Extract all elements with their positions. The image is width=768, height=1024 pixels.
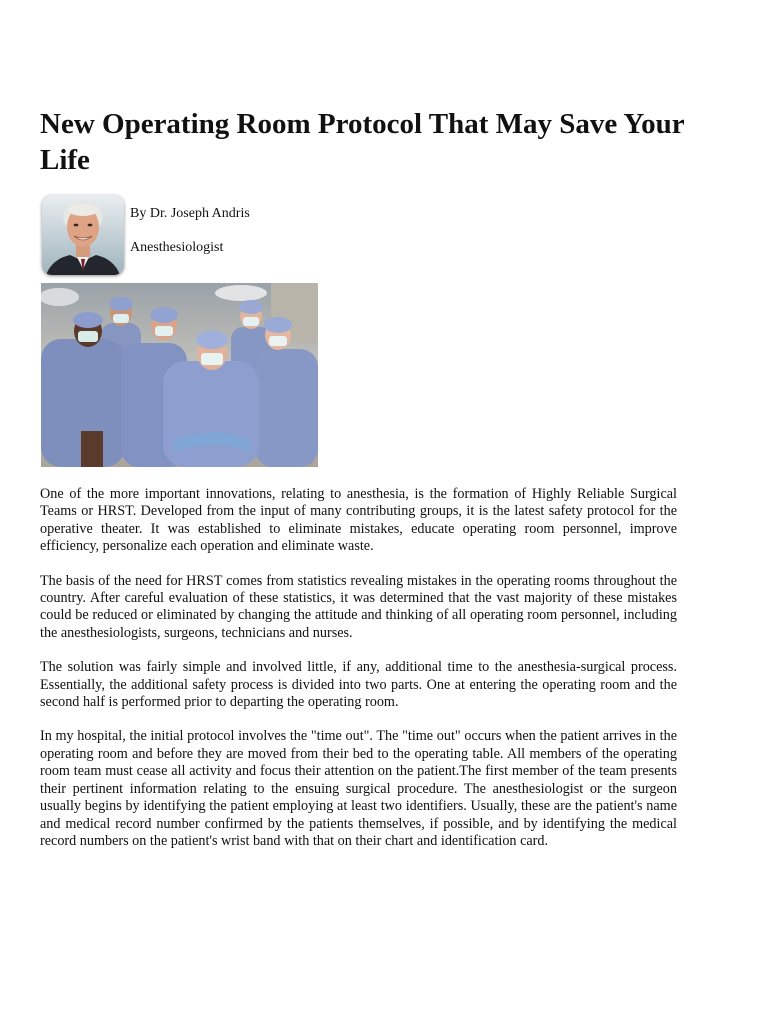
surgical-team-photo [41,283,318,467]
paragraph-2: The basis of the need for HRST comes from statistics revealing mistakes in the operating rooms throughout the country. After careful evaluation of these statistics, it was determined that the vast majority of these mistakes could be reduced or eliminated by changing the attitude and thinking of all operating room personnel, including the anesthesiologists, surgeons, technicians and nurses. [40,572,677,641]
paragraph-1: One of the more important innovations, relating to anesthesia, is the formation of Highly Reliable Surgical Teams or HRST. Developed from the input of many contributing groups, it is the latest safety protocol for the operative theater. It was established to eliminate mistakes, educate operating room personnel, improve efficiency, personalize each operation and eliminate waste. [40,486,677,555]
article-body [40,486,677,867]
article-title: New Operating Room Protocol That May Save Your Life [40,108,685,176]
paragraph-4: In my hospital, the initial protocol involves the "time out". The "time out" occurs when the patient arrives in the operating room and before they are moved from their bed to the operating table. All members of the operating room team must cease all activity and focus their attention on the patient.The first member of the team presents their pertinent information relating to the ensuing surgical procedure. The anesthesiologist or the surgeon usually begins by identifying the patient employing at least two identifiers. Usually, these are the patient's name and medical record number confirmed by the patients themselves, if possible, and by identifying the medical record numbers on the patient's wrist band with that on their chart and identification card. [40,728,677,849]
article-byline: By Dr. Joseph Andris [130,206,250,221]
paragraph-3: The solution was fairly simple and involved little, if any, additional time to the anesthesia-surgical process. Essentially, the additional safety process is divided into two parts. One at entering the operating room and the second half is performed prior to departing the operating room. [40,659,677,711]
author-photo [42,195,124,275]
author-role: Anesthesiologist [130,240,224,255]
